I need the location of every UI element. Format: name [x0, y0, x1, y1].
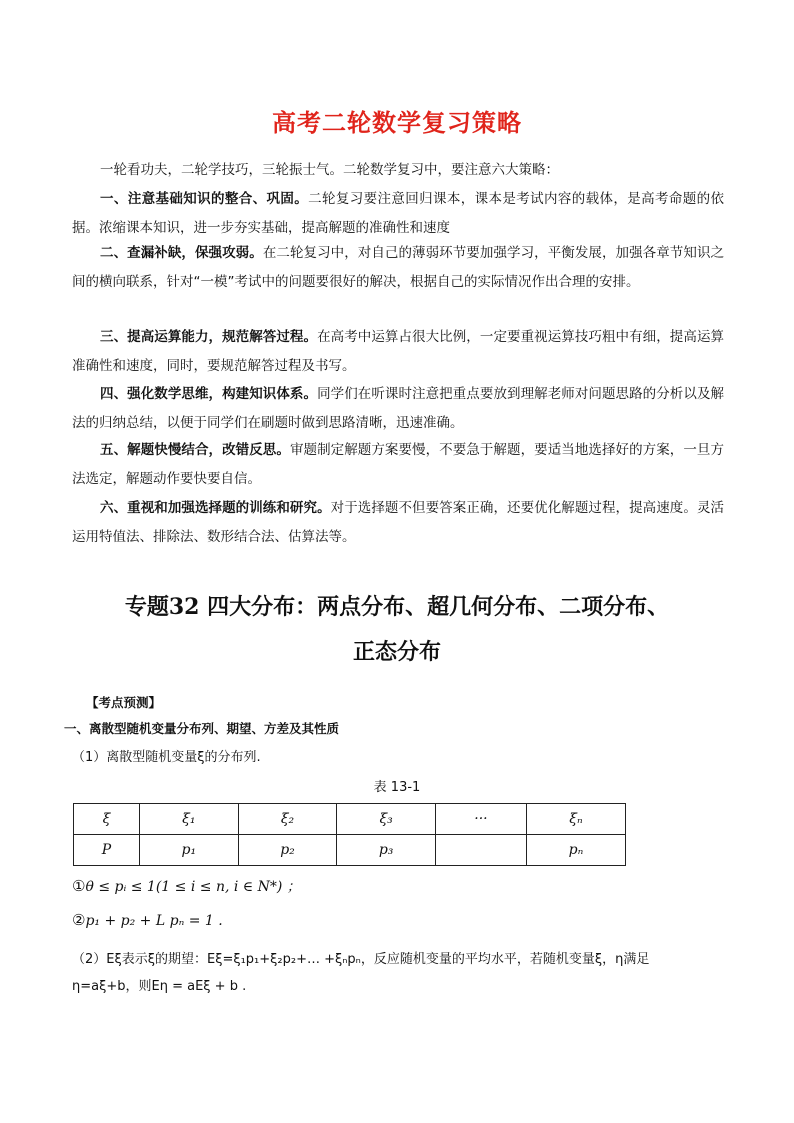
table-cell: P [74, 835, 140, 866]
table-cell: ξ₁ [140, 804, 239, 835]
condition-1-formula: θ ≤ pᵢ ≤ 1(1 ≤ i ≤ n, i ∈ N*) ； [85, 879, 301, 895]
condition-2 [72, 911, 223, 929]
strategy-4-heading: 四、强化数学思维，构建知识体系。 [100, 386, 318, 402]
condition-2-formula: p₁ + p₂ + L pₙ = 1 . [85, 913, 223, 929]
page-title: 高考二轮数学复习策略 [272, 109, 522, 137]
section-label: 【考点预测】 [86, 695, 162, 710]
item-2-line-1: （2）Eξ表示ξ的期望：Eξ=ξ₁p₁+ξ₂p₂+… +ξₙpₙ，反应随机变量的平均水平，若随机变量ξ，η满足 [72, 952, 650, 967]
strategy-6-heading: 六、重视和加强选择题的训练和研究。 [100, 500, 331, 516]
table-cell [435, 835, 526, 866]
condition-1-marker: ① [72, 877, 86, 895]
intro-paragraph: 一轮看功夫，二轮学技巧，三轮振士气。二轮数学复习中，要注意六大策略： [100, 162, 559, 178]
table-cell: ξₙ [526, 804, 625, 835]
table-cell: p₁ [140, 835, 239, 866]
strategy-2-text: 在二轮复习中，对自己的薄弱环节要加强学习，平衡发展，加强各章节知识之间的横向联系，针对“一模”考试中的问题要很好的解决，根据自己的实际情况作出合理的安排。 [72, 245, 725, 290]
table-cell: pₙ [526, 835, 625, 866]
table-cell: ξ [74, 804, 140, 835]
strategy-3-heading: 三、提高运算能力，规范解答过程。 [100, 329, 318, 345]
strategy-1-text: 二轮复习要注意回归课本，课本是考试内容的载体，是高考命题的依据。浓缩课本知识，进一步夯实基础，提高解题的准确性和速度 [72, 191, 724, 236]
strategy-3 [72, 323, 724, 381]
strategy-3-text: 在高考中运算占很大比例，一定要重视运算技巧粗中有细，提高运算准确性和速度，同时，要规范解答过程及书写。 [72, 329, 725, 374]
table-row-probability [74, 835, 626, 866]
table-cell: ··· [435, 804, 526, 835]
strategy-6-text: 对于选择题不但要答案正确，还要优化解题过程，提高速度。灵活运用特值法、排除法、数形结合法、估算法等。 [72, 500, 725, 545]
topic-title-line-1: 专题32 四大分布：两点分布、超几何分布、二项分布、 [124, 594, 670, 620]
condition-2-marker: ② [72, 911, 86, 929]
strategy-1-heading: 一、注意基础知识的整合、巩固。 [100, 191, 309, 207]
topic-title-line-2: 正态分布 [352, 639, 441, 665]
strategy-4-text: 同学们在听课时注意把重点要放到理解老师对问题思路的分析以及解法的归纳总结，以便于同学们在刷题时做到思路清晰，迅速准确。 [72, 386, 725, 431]
strategy-4 [72, 380, 724, 438]
strategy-2 [72, 239, 724, 297]
strategy-1 [72, 185, 724, 243]
table-cell: p₃ [337, 835, 436, 866]
condition-1 [72, 876, 301, 896]
table-cell: ξ₃ [337, 804, 436, 835]
strategy-2-heading: 二、查漏补缺，保强攻弱。 [100, 245, 263, 261]
distribution-table [73, 803, 626, 866]
table-cell: p₂ [238, 835, 337, 866]
table-caption: 表 13-1 [373, 780, 421, 795]
strategy-6 [72, 494, 724, 552]
strategy-5-heading: 五、解题快慢结合，改错反思。 [100, 442, 290, 458]
table-cell: ξ₂ [238, 804, 337, 835]
item-2-line-2: η=aξ+b，则Eη = aEξ + b . [72, 979, 247, 994]
strategy-5 [72, 436, 724, 494]
table-row-header [74, 804, 626, 835]
strategy-5-text: 审题制定解题方案要慢，不要急于解题，要适当地选择好的方案，一旦方法选定，解题动作要快要自信。 [72, 442, 725, 487]
item-1-text: （1）离散型随机变量ξ的分布列. [72, 750, 261, 765]
section-heading: 一、离散型随机变量分布列、期望、方差及其性质 [64, 721, 340, 736]
